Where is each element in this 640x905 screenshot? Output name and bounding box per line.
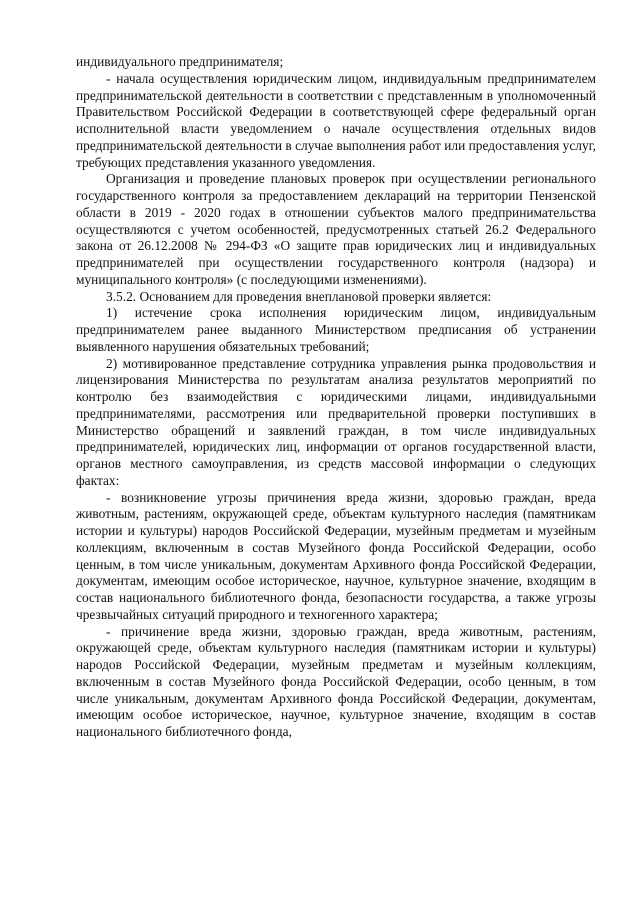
paragraph-continuation: индивидуального предпринимателя;	[76, 54, 284, 69]
paragraph-start-of-activity: - начала осуществления юридическим лицом, индивидуальным предпринимателем предпринимательской деятельности в соответствии с представленным в уполномоченный Правительством Российской Федерации в соответствующей сфере федеральный орган исполнительной власти уведомлением о начале осуществления отдельных видов предпринимательской деятельности в случае выполнения работ или предоставления услуг, требующих представления указанного уведомления.	[76, 70, 596, 170]
paragraph-planned-inspections: Организация и проведение плановых проверок при осуществлении регионального государственного контроля за предоставлением деклараций на территории Пензенской области в 2019 - 2020 годах в отношении субъектов малого предпринимательства осуществляются с учетом особенностей, предусмотренных статьей 26.2 Федерального закона от 26.12.2008 № 294-ФЗ «О защите прав юридических лиц и индивидуальных предпринимателей при осуществлении государственного контроля (надзора) и муниципального контроля» (с последующими изменениями).	[76, 171, 596, 287]
paragraph-item-2: 2) мотивированное представление сотрудника управления рынка продовольствия и лицензирования Министерства по результатам анализа результатов мероприятий по контролю без взаимодействия с юридическими лицами, индивидуальными предпринимателями, рассмотрения или предварительной проверки поступивших в Министерство обращений и заявлений граждан, в том числе индивидуальных предпринимателей, юридических лиц, информации от органов государственной власти, органов местного самоуправления, из средств массовой информации о следующих фактах:	[76, 355, 596, 488]
document-body	[76, 54, 596, 741]
paragraph-threat-of-harm: - возникновение угрозы причинения вреда жизни, здоровью граждан, вреда животным, растениям, окружающей среде, объектам культурного наследия (памятникам истории и культуры) народов Российской Федерации, музейным предметам и музейным коллекциям, включенным в состав Музейного фонда Российской Федерации, особо ценным, в том числе уникальным, документам Архивного фонда Российской Федерации, документам, имеющим особое историческое, научное, культурное значение, входящим в состав национального библиотечного фонда, безопасности государства, а также угрозы чрезвычайных ситуаций природного и техногенного характера;	[76, 489, 596, 622]
paragraph-item-1: 1) истечение срока исполнения юридическим лицом, индивидуальным предпринимателем ранее выданного Министерством предписания об устранении выявленного нарушения обязательных требований;	[76, 305, 596, 354]
paragraph-section-3-5-2: 3.5.2. Основанием для проведения внеплановой проверки является:	[106, 288, 492, 304]
paragraph-harm-caused: - причинение вреда жизни, здоровью граждан, вреда животным, растениям, окружающей среде, объектам культурного наследия (памятникам истории и культуры) народов Российской Федерации, музейным предметам и музейным коллекциям, включенным в состав Музейного фонда Российской Федерации, особо ценным, в том числе уникальным, документам Архивного фонда Российской Федерации, документам, имеющим особое историческое, научное, культурное значение, входящим в состав национального библиотечного фонда,	[76, 623, 596, 739]
